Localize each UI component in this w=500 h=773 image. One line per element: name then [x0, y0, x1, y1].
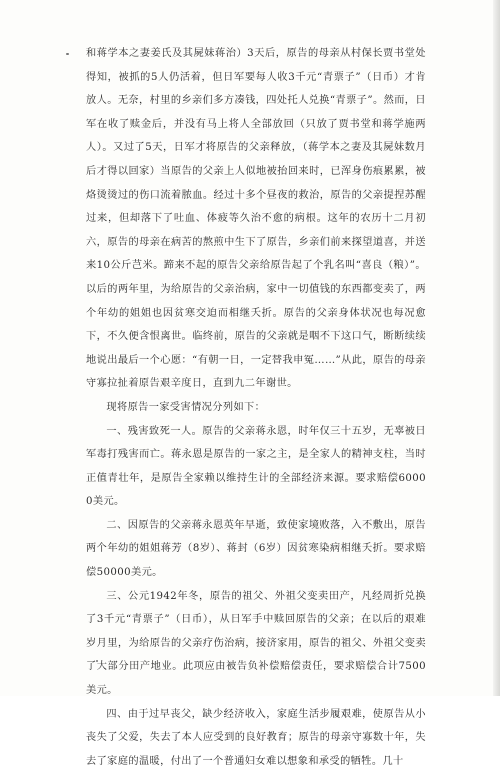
paragraph-item-2: 二、因原告的父亲蒋永恩英年早逝，致使家境败落，入不敷出，原告两个年幼的姐姐蒋芳（8岁）、蒋封（6岁）因贫寒染病相继夭折。要求赔偿50000美元。 [86, 519, 426, 579]
scan-speck [66, 53, 69, 55]
document-body [86, 42, 426, 773]
scan-edge-shadow [493, 0, 500, 696]
paragraph-item-3: 三、公元1942年冬，原告的祖父、外祖父变卖田产，凡经周折兑换了3千元“青票子”（日币），从日军手中赎回原告的父亲；在以后的艰难岁月里，为给原告的父亲疗伤治病，接济家用，原告的祖父、外祖父变卖了大部分田产地业。此项应由被告负补偿赔偿责任，要求赔偿合计7500美元。 [86, 590, 426, 697]
paragraph-continued: 和蒋学本之妻姜氏及其屍妹蒋治）3天后，原告的母亲从村保长贾书堂处得知，被抓的5人仍活着，但日军要每人收3千元“青票子”（日币）才肯放人。无奈，村里的乡亲们多方凑钱，四处托人兑换“青票子”。然而，日军在收了赎金后，并没有马上将人全部放回（只放了贾书堂和蒋学施两人）。又过了5天，日军才将原告的父亲释放，（蒋学本之妻及其屍妹数月后才得以回家）当原告的父亲上人似地被抬回来时，已浑身伤痕累累，被烙烫烫过的伤口流着脓血。经过十多个昼夜的救治，原告的父亲提捏苏醒过来，但却落下了吐血、体疲等久治不愈的病根。这年的农历十二月初六，原告的母亲在病苦的熬煎中生下了原告，乡亲们前来探望道喜，并送来10公斤芑米。蹄来不起的原告父亲给原告起了个乳名叫“喜良（粮）”。以后的两年里，为给原告的父亲治病，家中一切值钱的东西都变卖了，两个年幼的姐姐也因贫寒交迫而相继夭折。原告的父亲身体状况也每况愈下，不久便含恨离世。临终前，原告的父亲就是咽不下这口气，断断续续地说出最后一个心愿：“有朝一日，一定替我申冤……”从此，原告的母亲守寡拉扯着原告艰辛度日，直到九二年谢世。 [86, 48, 426, 390]
paragraph-intro: 现将原告一家受害情况分列如下： [106, 401, 266, 413]
paragraph-item-1: 一、残害致死一人。原告的父亲蒋永恩，时年仅三十五岁，无辜被日军毒打残害而亡。蒋永恩是原告的一家之主，是全家人的精神支柱，当时正值青壮年，是原告全家赖以维持生计的全部经济来源。要求赔偿60000美元。 [86, 425, 426, 508]
paragraph-item-4: 四、由于过早丧父，缺少经济收入，家庭生活步履艰难，使原告从小丧失了父爱，失去了本人应受到的良好教育；原告的母亲守寡数十年，失去了家庭的温暖，付出了一个普通妇女难以想象和承受的牺牲。几十 [86, 708, 426, 767]
